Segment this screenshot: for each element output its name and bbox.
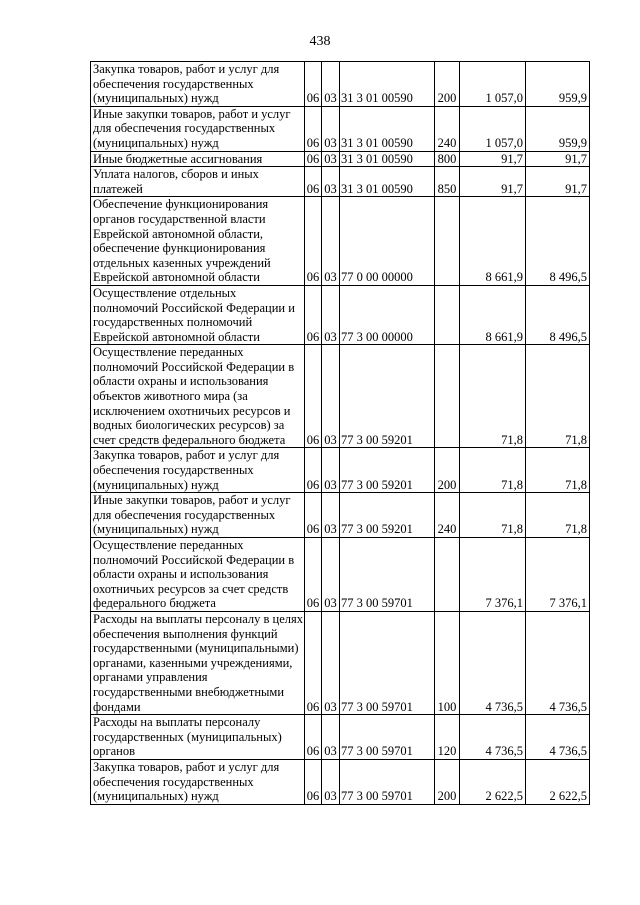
budget-table bbox=[90, 61, 590, 805]
amount-planned: 91,7 bbox=[460, 167, 526, 197]
subsection-code: 03 bbox=[322, 167, 340, 197]
amount-planned: 7 376,1 bbox=[460, 538, 526, 612]
amount-planned: 8 661,9 bbox=[460, 285, 526, 344]
amount-planned: 4 736,5 bbox=[460, 611, 526, 714]
page-number: 438 bbox=[309, 34, 331, 49]
expense-type-code: 240 bbox=[435, 493, 460, 538]
amount-planned: 71,8 bbox=[460, 345, 526, 448]
amount-planned: 8 661,9 bbox=[460, 197, 526, 286]
target-article-code: 31 3 01 00590 bbox=[340, 167, 435, 197]
target-article-code: 31 3 01 00590 bbox=[340, 151, 435, 167]
target-article-code: 77 3 00 00000 bbox=[340, 285, 435, 344]
table-row bbox=[91, 611, 590, 714]
table-row bbox=[91, 167, 590, 197]
row-description: Иные закупки товаров, работ и услуг для обеспечения государственных (муниципальных) нужд bbox=[91, 493, 305, 538]
subsection-code: 03 bbox=[322, 345, 340, 448]
row-description: Закупка товаров, работ и услуг для обеспечения государственных (муниципальных) нужд bbox=[91, 759, 305, 804]
expense-type-code: 120 bbox=[435, 715, 460, 760]
amount-planned: 91,7 bbox=[460, 151, 526, 167]
section-code: 06 bbox=[305, 448, 322, 493]
row-description: Иные бюджетные ассигнования bbox=[91, 151, 305, 167]
subsection-code: 03 bbox=[322, 448, 340, 493]
target-article-code: 77 3 00 59201 bbox=[340, 345, 435, 448]
target-article-code: 77 3 00 59701 bbox=[340, 715, 435, 760]
row-description: Обеспечение функционирования органов государственной власти Еврейской автономной области, обеспечение функционирования отдельных казенных учреждений Еврейской автономной области bbox=[91, 197, 305, 286]
section-code: 06 bbox=[305, 611, 322, 714]
section-code: 06 bbox=[305, 151, 322, 167]
subsection-code: 03 bbox=[322, 285, 340, 344]
subsection-code: 03 bbox=[322, 611, 340, 714]
target-article-code: 77 3 00 59701 bbox=[340, 611, 435, 714]
section-code: 06 bbox=[305, 62, 322, 107]
section-code: 06 bbox=[305, 759, 322, 804]
expense-type-code: 800 bbox=[435, 151, 460, 167]
table-row bbox=[91, 448, 590, 493]
row-description: Осуществление переданных полномочий Российской Федерации в области охраны и использования объектов животного мира (за исключением охотничьих ресурсов и водных биологических ресурсов) за счет средств федерального бюджета bbox=[91, 345, 305, 448]
table-row bbox=[91, 106, 590, 151]
row-description: Уплата налогов, сборов и иных платежей bbox=[91, 167, 305, 197]
target-article-code: 77 3 00 59701 bbox=[340, 759, 435, 804]
subsection-code: 03 bbox=[322, 538, 340, 612]
amount-executed: 91,7 bbox=[526, 167, 590, 197]
table-row bbox=[91, 715, 590, 760]
row-description: Осуществление отдельных полномочий Российской Федерации и государственных полномочий Еврейской автономной области bbox=[91, 285, 305, 344]
section-code: 06 bbox=[305, 167, 322, 197]
section-code: 06 bbox=[305, 345, 322, 448]
section-code: 06 bbox=[305, 106, 322, 151]
table-row bbox=[91, 151, 590, 167]
row-description: Иные закупки товаров, работ и услуг для обеспечения государственных (муниципальных) нужд bbox=[91, 106, 305, 151]
target-article-code: 77 3 00 59201 bbox=[340, 448, 435, 493]
subsection-code: 03 bbox=[322, 106, 340, 151]
expense-type-code bbox=[435, 345, 460, 448]
amount-planned: 4 736,5 bbox=[460, 715, 526, 760]
expense-type-code: 200 bbox=[435, 62, 460, 107]
amount-executed: 7 376,1 bbox=[526, 538, 590, 612]
subsection-code: 03 bbox=[322, 759, 340, 804]
expense-type-code bbox=[435, 197, 460, 286]
amount-executed: 4 736,5 bbox=[526, 611, 590, 714]
amount-planned: 1 057,0 bbox=[460, 106, 526, 151]
table-row bbox=[91, 493, 590, 538]
amount-executed: 4 736,5 bbox=[526, 715, 590, 760]
target-article-code: 77 3 00 59701 bbox=[340, 538, 435, 612]
table-row bbox=[91, 759, 590, 804]
subsection-code: 03 bbox=[322, 151, 340, 167]
target-article-code: 31 3 01 00590 bbox=[340, 106, 435, 151]
amount-executed: 8 496,5 bbox=[526, 197, 590, 286]
row-description: Осуществление переданных полномочий Российской Федерации в области охраны и использования охотничьих ресурсов за счет средств федерального бюджета bbox=[91, 538, 305, 612]
expense-type-code bbox=[435, 285, 460, 344]
expense-type-code: 850 bbox=[435, 167, 460, 197]
table-row bbox=[91, 345, 590, 448]
amount-executed: 71,8 bbox=[526, 493, 590, 538]
expense-type-code: 100 bbox=[435, 611, 460, 714]
amount-executed: 2 622,5 bbox=[526, 759, 590, 804]
table-row bbox=[91, 538, 590, 612]
expense-type-code: 240 bbox=[435, 106, 460, 151]
section-code: 06 bbox=[305, 197, 322, 286]
section-code: 06 bbox=[305, 285, 322, 344]
amount-executed: 959,9 bbox=[526, 106, 590, 151]
subsection-code: 03 bbox=[322, 62, 340, 107]
row-description: Расходы на выплаты персоналу в целях обеспечения выполнения функций государственными (муниципальными) органами, казенными учреждениями, органами управления государственными внебюджетными фондами bbox=[91, 611, 305, 714]
subsection-code: 03 bbox=[322, 715, 340, 760]
amount-executed: 8 496,5 bbox=[526, 285, 590, 344]
section-code: 06 bbox=[305, 715, 322, 760]
table-row bbox=[91, 285, 590, 344]
section-code: 06 bbox=[305, 538, 322, 612]
amount-executed: 959,9 bbox=[526, 62, 590, 107]
expense-type-code: 200 bbox=[435, 448, 460, 493]
row-description: Закупка товаров, работ и услуг для обеспечения государственных (муниципальных) нужд bbox=[91, 62, 305, 107]
amount-executed: 71,8 bbox=[526, 448, 590, 493]
section-code: 06 bbox=[305, 493, 322, 538]
row-description: Расходы на выплаты персоналу государственных (муниципальных) органов bbox=[91, 715, 305, 760]
target-article-code: 31 3 01 00590 bbox=[340, 62, 435, 107]
subsection-code: 03 bbox=[322, 197, 340, 286]
expense-type-code: 200 bbox=[435, 759, 460, 804]
target-article-code: 77 3 00 59201 bbox=[340, 493, 435, 538]
table-row bbox=[91, 197, 590, 286]
amount-executed: 91,7 bbox=[526, 151, 590, 167]
row-description: Закупка товаров, работ и услуг для обеспечения государственных (муниципальных) нужд bbox=[91, 448, 305, 493]
target-article-code: 77 0 00 00000 bbox=[340, 197, 435, 286]
amount-planned: 1 057,0 bbox=[460, 62, 526, 107]
table-row bbox=[91, 62, 590, 107]
amount-planned: 71,8 bbox=[460, 448, 526, 493]
amount-planned: 2 622,5 bbox=[460, 759, 526, 804]
expense-type-code bbox=[435, 538, 460, 612]
amount-executed: 71,8 bbox=[526, 345, 590, 448]
amount-planned: 71,8 bbox=[460, 493, 526, 538]
subsection-code: 03 bbox=[322, 493, 340, 538]
